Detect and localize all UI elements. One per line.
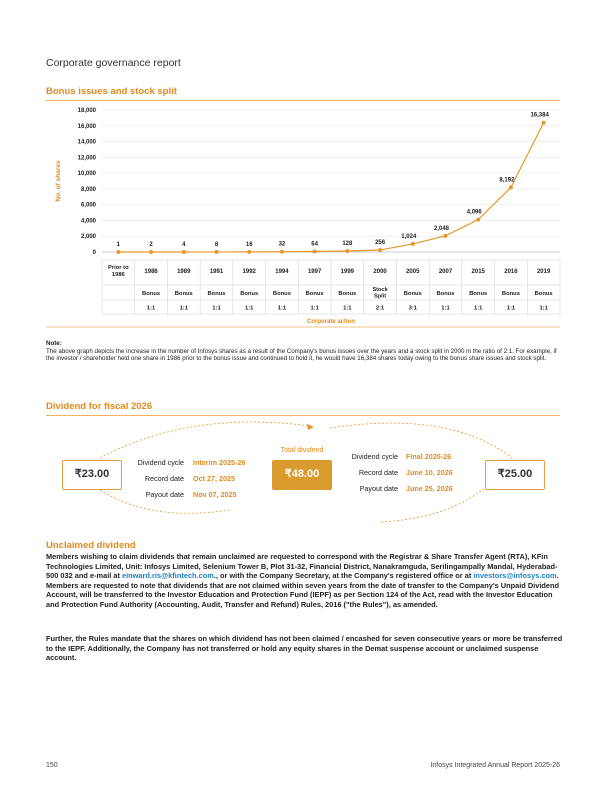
- data-label: 256: [375, 239, 386, 246]
- action-type-label: Split: [374, 293, 387, 300]
- data-point: [542, 121, 546, 125]
- x-tick-label: 2007: [438, 269, 453, 275]
- data-label: 128: [342, 240, 353, 247]
- investors-email-link[interactable]: investors@infosys.com: [473, 571, 557, 581]
- data-label: 16,384: [530, 112, 549, 119]
- footer-report-title: Infosys Integrated Annual Report 2025-26: [430, 762, 560, 769]
- data-label: 32: [278, 241, 286, 248]
- action-type-label: Bonus: [174, 291, 193, 297]
- data-point: [345, 249, 349, 253]
- x-tick-label: 2019: [536, 269, 551, 275]
- action-type-label: Bonus: [305, 291, 324, 297]
- data-label: 4,096: [466, 209, 482, 216]
- ratio-label: 1:1: [441, 305, 450, 312]
- ratio-label: 1:1: [277, 305, 287, 312]
- data-label: 1: [116, 241, 121, 248]
- data-label: 1,024: [401, 233, 417, 240]
- action-type-label: Bonus: [534, 291, 553, 297]
- action-type-label: Bonus: [272, 291, 291, 297]
- rta-email-link[interactable]: einward.ris@kfintech.com: [122, 571, 214, 581]
- action-type-label: Bonus: [501, 291, 520, 297]
- ratio-label: 1:1: [474, 305, 483, 312]
- total-dividend-label: Total dividend: [280, 447, 324, 454]
- x-tick-label: 2016: [504, 269, 518, 275]
- total-dividend-amount: ₹48.00: [272, 460, 332, 490]
- ratio-label: 2:1: [375, 305, 385, 312]
- final-dividend-amount: ₹25.00: [485, 460, 545, 490]
- ratio-label: 1:1: [539, 305, 548, 312]
- interim-dividend-amount: ₹23.00: [62, 460, 122, 490]
- dividend-section-title: Dividend for fiscal 2026: [46, 401, 153, 412]
- ratio-label: 1:1: [179, 305, 188, 312]
- x-tick-label: 2005: [406, 269, 420, 275]
- data-point: [149, 250, 153, 254]
- ratio-label: 1:1: [245, 305, 254, 312]
- final-payout-value: June 25, 2026: [406, 484, 453, 493]
- action-type-label: Bonus: [207, 291, 226, 297]
- unclaimed-p1-part-c: . Members are requested to note that dividends that are not claimed within seven years from the date of transfer to the Company's Unpaid Dividend Account, will be transferred to the Investor Education and Protection Fund (IEPF) as per Section 124 of the Act, read with the Investor Education and Protection Fund Authority (Accounting, Audit, Transfer and Refund) Rules, 2016 ("the Rules"), as amended.: [46, 571, 560, 609]
- data-label: 8,192: [499, 177, 515, 184]
- x-tick-label: 1991: [209, 269, 224, 275]
- x-axis-label: Corporate action: [306, 319, 356, 325]
- ratio-label: 1:1: [212, 305, 221, 312]
- data-point: [509, 185, 513, 189]
- y-axis-label: No. of shares: [55, 160, 62, 202]
- unclaimed-p1-part-a: Members wishing to claim dividends that remain unclaimed are requested to correspond with the Registrar & Share Transfer Agent (RTA), KFin Technologies Limited, Unit: Infosys Limited, Selenium Tower B, Plot 31-32, Financial District, Nanakramguda, Serilingampally Mandal, Hyderabad-500 032 and e-mail at: [46, 552, 558, 581]
- x-tick-label: 1989: [177, 269, 191, 275]
- y-tick-label: 8,000: [80, 186, 96, 193]
- data-point: [378, 248, 382, 252]
- y-tick-label: 4,000: [80, 218, 96, 225]
- data-point: [247, 250, 251, 254]
- data-label: 2: [149, 241, 153, 248]
- ratio-label: 1:1: [343, 305, 352, 312]
- x-tick-label: Prior to: [108, 265, 129, 271]
- x-tick-label: 1999: [340, 269, 355, 275]
- x-tick-label: 1986: [111, 272, 125, 278]
- chart-section-title: Bonus issues and stock split: [46, 86, 177, 97]
- data-label: 8: [214, 241, 219, 248]
- ratio-label: 1:1: [506, 305, 516, 312]
- final-record-value: June 10, 2026: [406, 468, 453, 477]
- unclaimed-section-title: Unclaimed dividend: [46, 540, 136, 551]
- action-type-label: Bonus: [403, 291, 422, 297]
- x-tick-label: 2000: [373, 269, 387, 275]
- interim-record-value: Oct 27, 2025: [193, 474, 235, 483]
- y-tick-label: 2,000: [80, 234, 96, 241]
- action-type-label: Bonus: [436, 291, 455, 297]
- data-point: [116, 250, 120, 254]
- y-tick-label: 18,000: [77, 108, 96, 114]
- x-tick-label: 1992: [242, 269, 256, 275]
- action-type-label: Bonus: [338, 291, 357, 297]
- y-tick-label: 14,000: [77, 139, 96, 146]
- y-tick-label: 16,000: [77, 123, 96, 130]
- series-line: [118, 123, 543, 252]
- interim-cycle-value: Interim 2025-26: [193, 458, 246, 467]
- data-point: [476, 218, 480, 222]
- action-type-label: Bonus: [469, 291, 488, 297]
- final-payout-label: Payout date: [359, 484, 398, 493]
- final-cycle-label: Dividend cycle: [351, 452, 398, 461]
- final-record-label: Record date: [358, 468, 398, 477]
- unclaimed-p1-part-b: ., or with the Company Secretary, at the Company's registered office or at: [213, 571, 474, 581]
- data-point: [411, 242, 415, 246]
- bonus-stock-chart: [40, 100, 565, 335]
- x-tick-label: 1997: [307, 269, 322, 275]
- interim-payout-label: Payout date: [145, 490, 184, 499]
- ratio-label: 1:1: [146, 305, 156, 312]
- y-tick-label: 6,000: [80, 202, 96, 209]
- data-label: 2,048: [433, 225, 450, 232]
- data-point: [215, 250, 219, 254]
- y-tick-label: 12,000: [77, 155, 96, 162]
- data-point: [313, 249, 317, 253]
- page-number: 150: [46, 762, 58, 769]
- note-text: The above graph depicts the increase in the number of Infosys shares as a result of the Company's bonus issues over the years and a stock split in 2000 in the ratio of 2:1. For example, if the investor / shareholder held one share in 1986 prior to the bonus issue and continued to hold it, he would have 16,384 shares today owing to the bonus share issues and stock split.: [46, 347, 557, 363]
- note-block: [46, 340, 564, 363]
- interim-cycle-label: Dividend cycle: [137, 458, 184, 467]
- y-tick-label: 0: [92, 250, 96, 256]
- interim-payout-value: Nov 07, 2025: [193, 490, 237, 499]
- data-point: [280, 250, 284, 254]
- data-label: 64: [311, 241, 318, 248]
- final-cycle-value: Final 2025-26: [406, 452, 452, 461]
- action-type-label: Bonus: [240, 291, 259, 297]
- ratio-label: 3:1: [408, 305, 417, 312]
- data-point: [444, 234, 448, 238]
- data-label: 16: [245, 241, 253, 248]
- ratio-label: 1:1: [310, 305, 319, 312]
- interim-record-label: Record date: [144, 474, 184, 483]
- x-tick-label: 1986: [144, 269, 158, 275]
- x-tick-label: 1994: [275, 269, 289, 275]
- unclaimed-paragraph-1: [46, 552, 564, 610]
- x-tick-label: 2015: [471, 269, 485, 275]
- page-header-title: Corporate governance report: [46, 57, 181, 69]
- data-point: [182, 250, 186, 254]
- note-label: Note:: [46, 340, 62, 347]
- action-type-label: Bonus: [142, 291, 161, 297]
- action-type-label: Stock: [372, 287, 388, 293]
- unclaimed-paragraph-2: Further, the Rules mandate that the shares on which dividend has not been claimed / encashed for seven consecutive years or more be transferred to the IEPF. Additionally, the Company has not transferred or hold any equity shares in the Demat suspense account or unclaimed suspense account.: [46, 634, 563, 663]
- data-label: 4: [182, 241, 186, 248]
- y-tick-label: 10,000: [77, 171, 96, 178]
